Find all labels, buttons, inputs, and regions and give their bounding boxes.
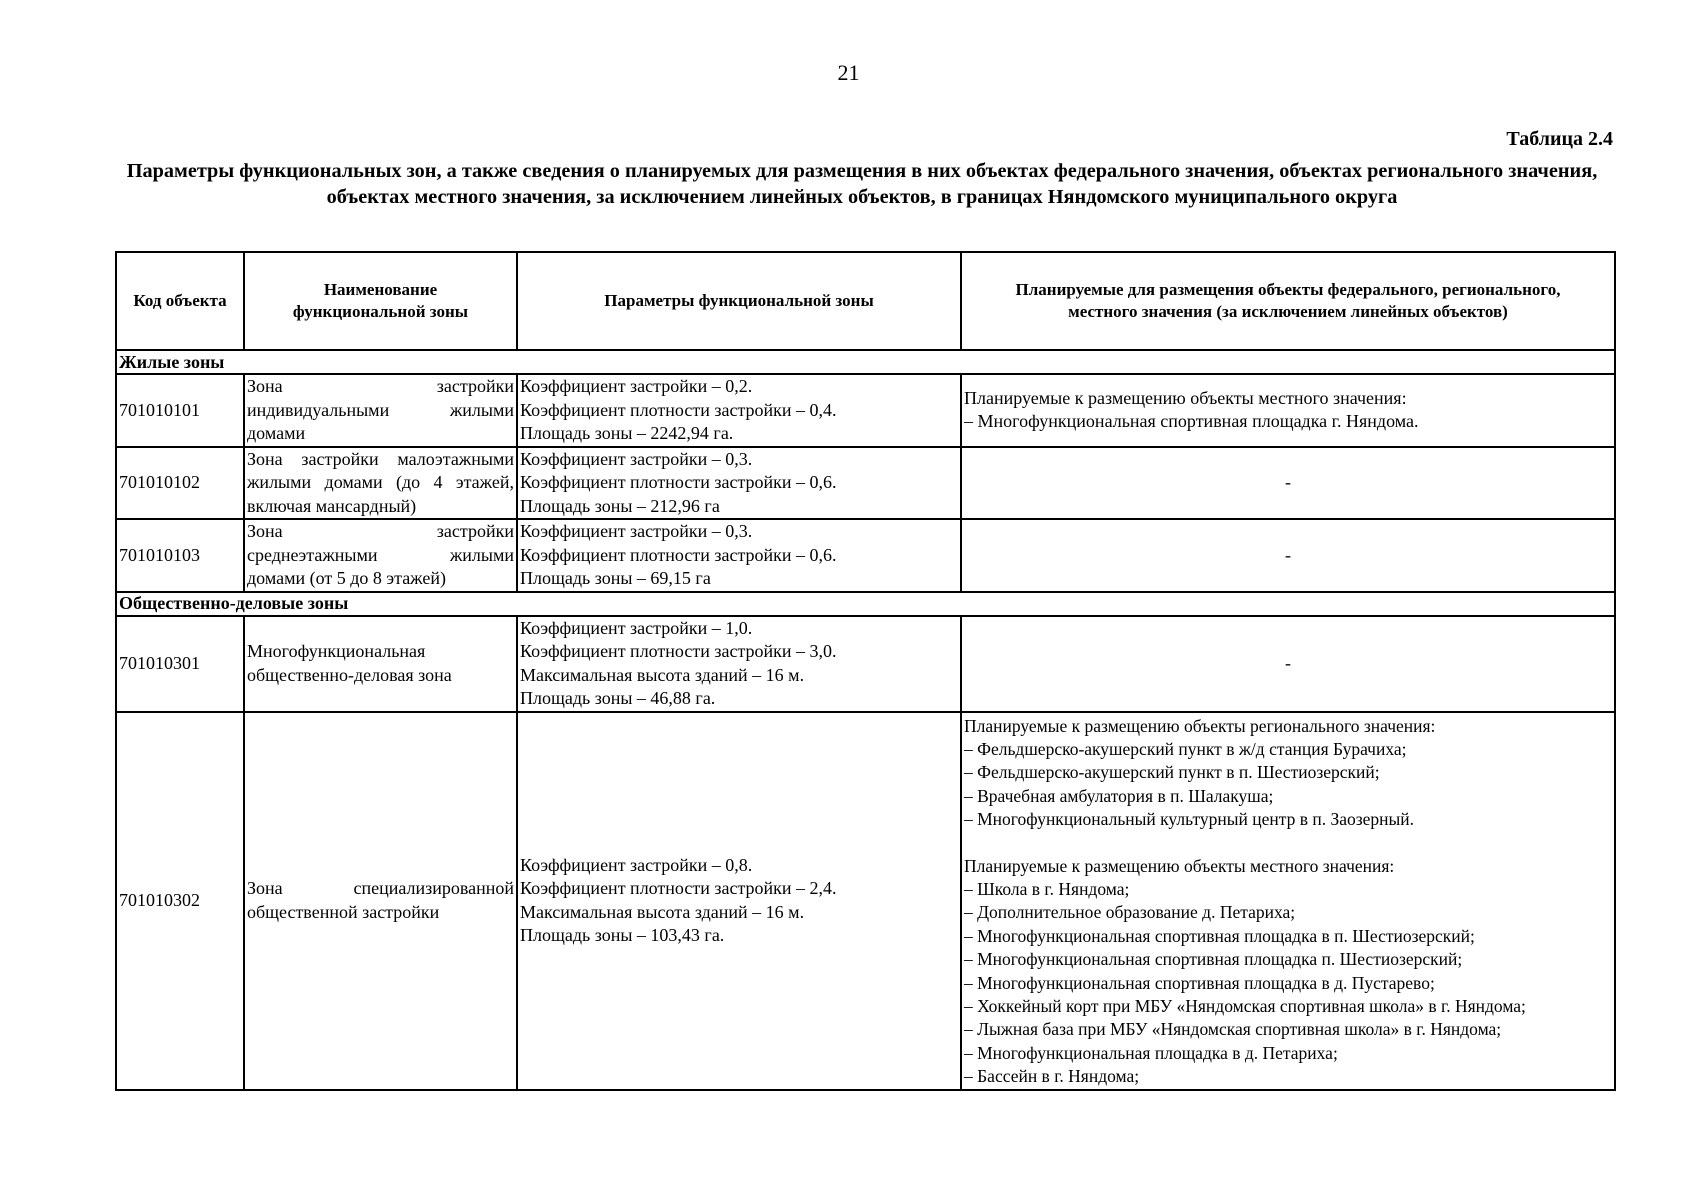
zone-name-line: общественной застройки (247, 901, 440, 922)
zone-name (244, 616, 517, 712)
object-line: – Хоккейный корт при МБУ «Няндомская спортивная школа» в г. Няндома; (964, 995, 1526, 1016)
object-line: Планируемые к размещению объекты регионального значения: (964, 715, 1436, 736)
object-code: 701010103 (116, 519, 244, 592)
zone-params (517, 712, 961, 1090)
table-header-row (116, 252, 1615, 350)
param-line: Коэффициент плотности застройки – 0,6. (520, 544, 837, 565)
planned-objects: - (961, 519, 1615, 592)
param-line: Площадь зоны – 212,96 га (520, 495, 720, 516)
param-line: Коэффициент застройки – 0,2. (520, 376, 753, 396)
param-line: Коэффициент застройки – 0,8. (520, 854, 753, 875)
object-code: 701010102 (116, 447, 244, 520)
object-code: 701010101 (116, 374, 244, 447)
object-line: – Многофункциональная спортивная площадка г. Няндома. (964, 411, 1419, 432)
param-line: Коэффициент плотности застройки – 0,4. (520, 399, 837, 420)
object-line: Планируемые к размещению объекты местного значения: (964, 855, 1395, 876)
zone-name-line: Зона застройки (247, 376, 514, 396)
zone-name-line: включая мансардный) (247, 495, 417, 516)
object-line: – Многофункциональная спортивная площадка в п. Шестиозерский; (964, 925, 1475, 946)
object-line: – Дополнительное образование д. Петариха; (964, 902, 1296, 923)
section-row (116, 592, 1615, 616)
param-line: Коэффициент застройки – 0,3. (520, 521, 753, 541)
zone-name-line: Многофункциональная (247, 641, 426, 661)
object-line: – Фельдшерско-акушерский пункт в п. Шестиозерский; (964, 762, 1380, 783)
object-line: Планируемые к размещению объекты местного значения: (964, 387, 1407, 408)
zone-name-line: среднеэтажными жилыми (247, 544, 514, 565)
object-line: – Многофункциональная спортивная площадка п. Шестиозерский; (964, 949, 1463, 970)
zone-params (517, 616, 961, 712)
table-label: Таблица 2.4 (1506, 128, 1613, 150)
zone-name (244, 519, 517, 592)
param-line: Коэффициент застройки – 1,0. (520, 617, 753, 638)
zone-params (517, 447, 961, 520)
table-row (116, 447, 1615, 520)
planned-objects (961, 712, 1615, 1090)
table-row (116, 616, 1615, 712)
zones-table (115, 251, 1616, 1091)
object-line: – Школа в г. Няндома; (964, 878, 1130, 899)
zone-name (244, 447, 517, 520)
section-row (116, 350, 1615, 374)
zone-params (517, 374, 961, 447)
zone-name-line: общественно-деловая зона (247, 664, 452, 685)
object-line: – Фельдшерско-акушерский пункт в ж/д станция Бурачиха; (964, 738, 1407, 759)
zone-name-line: Зона специализированной (247, 878, 514, 899)
object-code: 701010302 (116, 712, 244, 1090)
header-params: Параметры функциональной зоны (517, 252, 961, 350)
table-row (116, 712, 1615, 1090)
object-line: – Бассейн в г. Няндома; (964, 1066, 1140, 1087)
zone-params (517, 519, 961, 592)
object-line: – Многофункциональная спортивная площадка в д. Пустарево; (964, 972, 1435, 993)
spacer (964, 832, 1612, 855)
page-number: 21 (837, 60, 860, 85)
object-line: – Лыжная база при МБУ «Няндомская спортивная школа» в г. Няндома; (964, 1019, 1502, 1040)
section-public-business: Общественно-деловые зоны (116, 592, 1615, 616)
document-title: Параметры функциональных зон, а также сведения о планируемых для размещения в них объектах федерального значения, объектах регионального значения, объектах местного значения, за исключением линейных объектов, в границах Няндомского муниципального округа (126, 160, 1598, 208)
zone-name-line: домами (от 5 до 8 этажей) (247, 568, 446, 588)
zone-name-line: жилыми домами (до 4 этажей, (247, 472, 514, 492)
object-line: – Врачебная амбулатория в п. Шалакуша; (964, 785, 1274, 806)
param-line: Максимальная высота зданий – 16 м. (520, 664, 805, 685)
header-objects: Планируемые для размещения объекты федерального, регионального, местного значения (за исключением линейных объектов) (961, 252, 1615, 350)
object-code: 701010301 (116, 616, 244, 712)
section-residential: Жилые зоны (116, 350, 1615, 374)
zone-name-line: индивидуальными жилыми (247, 399, 514, 420)
zone-name-line: домами (247, 423, 306, 443)
table-row (116, 374, 1615, 447)
param-line: Площадь зоны – 103,43 га. (520, 925, 725, 946)
planned-objects: - (961, 447, 1615, 520)
header-code: Код объекта (116, 252, 244, 350)
param-line: Площадь зоны – 69,15 га (520, 568, 711, 588)
param-line: Коэффициент плотности застройки – 2,4. (520, 878, 837, 899)
planned-objects (961, 374, 1615, 447)
param-line: Площадь зоны – 46,88 га. (520, 688, 716, 708)
zone-name-line: Зона застройки малоэтажными (247, 448, 514, 469)
header-name: Наименование функциональной зоны (244, 252, 517, 350)
object-line: – Многофункциональная площадка в д. Петариха; (964, 1042, 1338, 1063)
zone-name (244, 374, 517, 447)
param-line: Максимальная высота зданий – 16 м. (520, 901, 805, 922)
param-line: Коэффициент застройки – 0,3. (520, 448, 753, 469)
zone-name (244, 712, 517, 1090)
zone-name-line: Зона застройки (247, 521, 514, 541)
object-line: – Многофункциональный культурный центр в п. Заозерный. (964, 809, 1415, 830)
table-row (116, 519, 1615, 592)
param-line: Коэффициент плотности застройки – 0,6. (520, 472, 837, 492)
param-line: Коэффициент плотности застройки – 3,0. (520, 641, 837, 661)
param-line: Площадь зоны – 2242,94 га. (520, 423, 734, 443)
planned-objects: - (961, 616, 1615, 712)
